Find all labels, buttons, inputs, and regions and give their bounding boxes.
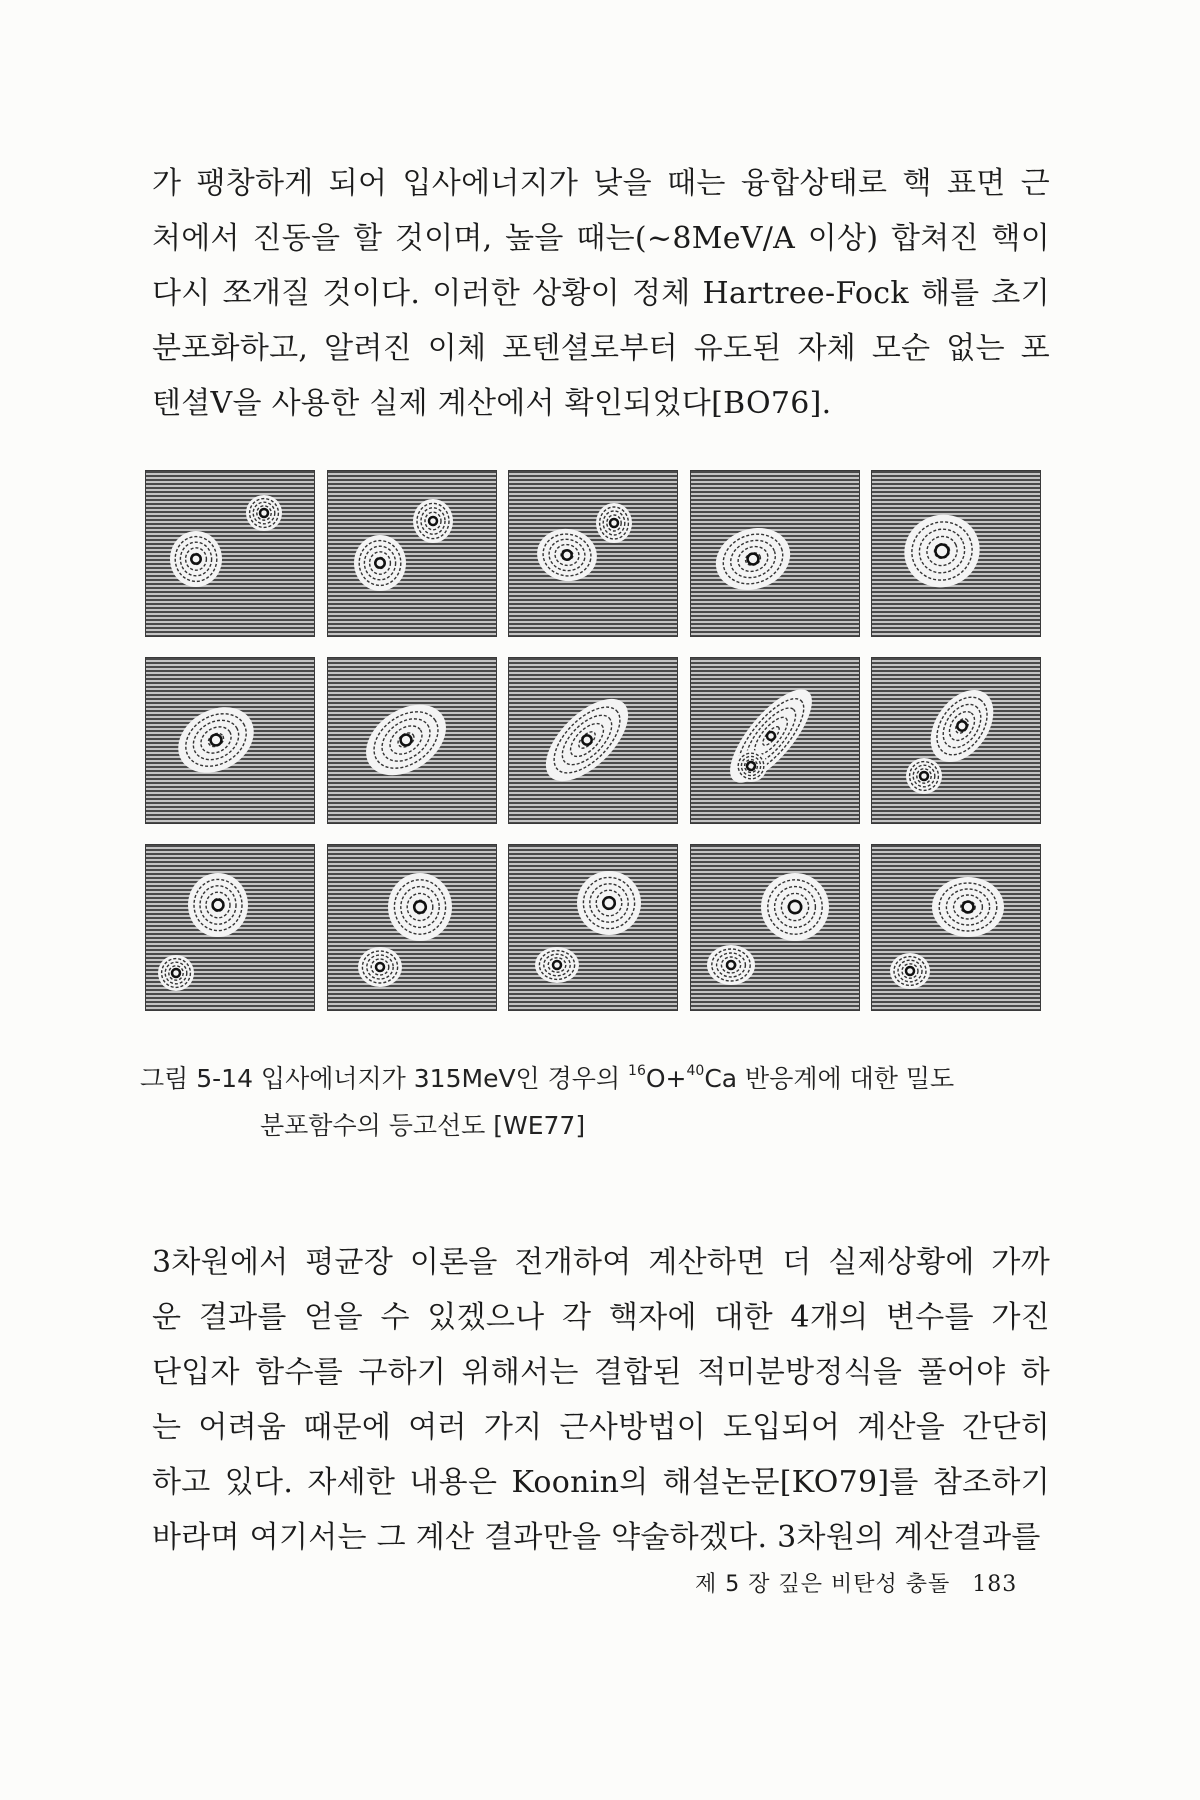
- density-contour: [872, 471, 1040, 636]
- nucleus-blob: [388, 873, 452, 941]
- density-contour: [509, 845, 677, 1010]
- page-number: 183: [972, 1572, 1018, 1597]
- text-line: 운 결과를 얻을 수 있겠으나 각 핵자에 대한 4개의 변수를 가진: [152, 1300, 1050, 1335]
- density-contour: [691, 845, 859, 1010]
- figure-caption: [140, 1048, 1050, 1149]
- density-contour: [872, 845, 1040, 1010]
- contour-panel: [145, 657, 315, 824]
- nucleus-blob: [577, 871, 641, 935]
- density-contour: [146, 658, 314, 823]
- caption-sup-2: 40: [686, 1063, 705, 1079]
- contour-panel: [327, 844, 497, 1011]
- nucleus-blob: [532, 685, 642, 795]
- nucleus-blob: [166, 694, 265, 786]
- density-contour: [328, 845, 496, 1010]
- text-line: 텐셜V을 사용한 실제 계산에서 확인되었다[BO76].: [152, 386, 832, 421]
- nucleus-blob: [707, 945, 755, 985]
- caption-prefix: 그림 5-14 입사에너지가 315MeV인 경우의: [140, 1064, 629, 1093]
- contour-panel: [871, 844, 1041, 1011]
- text-line: 가 팽창하게 되어 입사에너지가 낮을 때는 융합상태로 핵 표면 근: [152, 166, 1050, 201]
- text-line: 단입자 함수를 구하기 위해서는 결합된 적미분방정식을 풀어야 하: [152, 1355, 1050, 1390]
- density-contour: [691, 471, 859, 636]
- density-contour: [328, 658, 496, 823]
- contour-panel: [690, 470, 860, 637]
- caption-line-2: 분포함수의 등고선도 [WE77]: [260, 1111, 586, 1140]
- nucleus-blob: [246, 495, 282, 531]
- contour-panel: [871, 470, 1041, 637]
- text-line: 3차원에서 평균장 이론을 전개하여 계산하면 더 실제상황에 가까: [152, 1245, 1050, 1280]
- nucleus-blob: [918, 678, 1006, 773]
- text-line: 다시 쪼개질 것이다. 이러한 상황이 정체 Hartree-Fock 해를 초기: [152, 276, 1050, 311]
- density-contour: [509, 658, 677, 823]
- density-contour: [872, 658, 1040, 823]
- density-contour: [509, 471, 677, 636]
- contour-panel: [327, 657, 497, 824]
- caption-sup-1: 16: [628, 1063, 646, 1079]
- nucleus-blob: [158, 955, 194, 991]
- paragraph-2: [152, 1235, 1050, 1565]
- text-line: 분포화하고, 알려진 이체 포텐셜로부터 유도된 자체 모순 없는 포: [152, 331, 1050, 366]
- density-contour: [328, 471, 496, 636]
- text-line: 처에서 진동을 할 것이며, 높을 때는(~8MeV/A 이상) 합쳐진 핵이: [152, 221, 1050, 256]
- nucleus-blob: [535, 947, 579, 983]
- nucleus-blob: [932, 877, 1004, 937]
- nucleus-blob: [761, 873, 829, 941]
- page-footer: [695, 1567, 1017, 1598]
- nucleus-blob: [735, 750, 767, 782]
- text-line: 하고 있다. 자세한 내용은 Koonin의 해설논문[KO79]를 참조하기: [152, 1465, 1050, 1500]
- nucleus-blob: [188, 873, 248, 937]
- paragraph-1: [152, 156, 1050, 431]
- nucleus-blob: [358, 947, 402, 987]
- density-contour: [146, 471, 314, 636]
- nucleus-blob: [707, 518, 799, 600]
- contour-panel: [508, 470, 678, 637]
- chapter-title: 제 5 장 깊은 비탄성 충돌: [695, 1572, 951, 1597]
- nucleus-blob: [170, 531, 222, 587]
- nucleus-blob: [890, 953, 930, 989]
- contour-panel: [690, 657, 860, 824]
- density-contour: [691, 658, 859, 823]
- caption-suffix: Ca 반응계에 대한 밀도: [704, 1064, 955, 1093]
- caption-mid: O+: [645, 1064, 687, 1093]
- nucleus-blob: [352, 690, 458, 790]
- density-contour: [146, 845, 314, 1010]
- contour-panel: [871, 657, 1041, 824]
- text-line: 바라며 여기서는 그 계산 결과만을 약술하겠다. 3차원의 계산결과를: [152, 1520, 1041, 1555]
- nucleus-blob: [413, 499, 453, 543]
- contour-figure: [145, 470, 1040, 1025]
- text-line: 는 어려움 때문에 여러 가지 근사방법이 도입되어 계산을 간단히: [152, 1410, 1050, 1445]
- nucleus-blob: [596, 503, 632, 543]
- contour-panel: [145, 844, 315, 1011]
- contour-panel: [145, 470, 315, 637]
- contour-panel: [508, 844, 678, 1011]
- contour-panel: [690, 844, 860, 1011]
- nucleus-blob: [716, 677, 824, 794]
- nucleus-blob: [906, 758, 942, 794]
- contour-panel: [508, 657, 678, 824]
- nucleus-blob: [354, 535, 406, 591]
- nucleus-blob: [533, 524, 601, 586]
- nucleus-blob: [892, 502, 991, 599]
- contour-panel: [327, 470, 497, 637]
